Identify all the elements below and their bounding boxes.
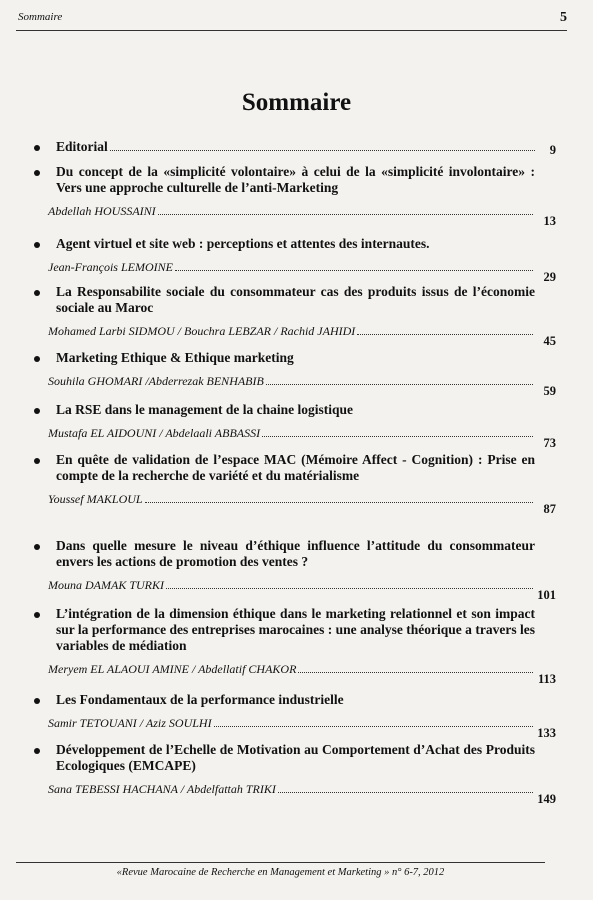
entry-author: Mohamed Larbi SIDMOU / Bouchra LEBZAR / Rachid JAHIDI: [48, 324, 356, 338]
entry-title: Développement de l’Echelle de Motivation au Comportement d’Achat des Produits Ecologiques (EMCAPE): [56, 742, 535, 773]
bullet-icon: [34, 748, 40, 754]
bullet-icon: [34, 170, 40, 176]
entry-author: Samir TETOUANI / Aziz SOULHI: [48, 716, 212, 730]
toc-entry-editorial[interactable]: [34, 139, 556, 157]
bullet-icon: [34, 242, 40, 248]
entry-author: Sana TEBESSI HACHANA / Abdelfattah TRIKI: [48, 782, 276, 796]
entry-author: Souhila GHOMARI /Abderrezak BENHABIB: [48, 374, 264, 388]
entry-author-line: [48, 662, 535, 677]
entry-page: 29: [543, 270, 556, 284]
entry-title: Marketing Ethique & Ethique marketing: [56, 350, 294, 365]
dot-leader: [214, 717, 533, 727]
entry-author: Mouna DAMAK TURKI: [48, 578, 164, 592]
toc-entry[interactable]: [34, 452, 556, 516]
page-title: Sommaire: [241, 89, 352, 116]
entry-author: Youssef MAKLOUL: [48, 492, 143, 506]
entry-author-line: [48, 260, 535, 275]
bullet-icon: [34, 145, 40, 151]
dot-leader: [262, 427, 533, 437]
entry-author-line: [48, 782, 535, 797]
dot-leader: [357, 325, 533, 335]
entry-page: 133: [537, 726, 556, 740]
toc-entry[interactable]: [34, 402, 556, 450]
entry-title: L’intégration de la dimension éthique dans le marketing relationnel et son impact sur la performance des entreprises marocaines : une analyse théorique a travers les variables de médiation: [56, 606, 535, 653]
entry-page: 9: [549, 143, 556, 157]
bullet-icon: [34, 458, 40, 464]
toc-entry[interactable]: [34, 164, 556, 228]
entry-title: La RSE dans le management de la chaine logistique: [56, 402, 354, 417]
toc-entry[interactable]: [34, 606, 556, 686]
entry-author: Abdellah HOUSSAINI: [48, 204, 156, 218]
entry-author-line: [48, 578, 535, 593]
bullet-icon: [34, 290, 40, 296]
entry-page: 45: [543, 334, 556, 348]
dot-leader: [166, 579, 533, 589]
dot-leader: [145, 493, 533, 503]
page-number: 5: [560, 10, 567, 25]
bullet-icon: [34, 356, 40, 362]
running-head-title: Sommaire: [18, 11, 63, 23]
entry-title: Editorial: [56, 139, 108, 154]
dot-leader: [266, 375, 533, 385]
entry-author: Jean-François LEMOINE: [48, 260, 173, 274]
entry-author: Meryem EL ALAOUI AMINE / Abdellatif CHAKOR: [48, 662, 297, 676]
bullet-icon: [34, 612, 40, 618]
entry-page: 101: [537, 588, 556, 602]
entry-title-line: [56, 139, 535, 155]
entry-title: Du concept de la «simplicité volontaire» à celui de la «simplicité involontaire» : Vers une approche culturelle de l’anti-Marketing: [56, 164, 535, 195]
entry-page: 113: [537, 672, 556, 686]
toc-entry[interactable]: [34, 236, 556, 284]
dot-leader: [175, 261, 533, 271]
entry-title: Les Fondamentaux de la performance industrielle: [56, 692, 344, 707]
entry-author-line: [48, 204, 535, 219]
bullet-icon: [34, 544, 40, 550]
entry-page: 73: [543, 436, 556, 450]
dot-leader: [298, 663, 533, 673]
entry-author-line: [48, 374, 535, 389]
entry-author-line: [48, 426, 535, 441]
entry-author-line: [48, 492, 535, 507]
entry-page: 59: [543, 384, 556, 398]
toc-entry[interactable]: [34, 742, 556, 806]
entry-page: 149: [537, 792, 556, 806]
entry-title: En quête de validation de l’espace MAC (Mémoire Affect - Cognition) : Prise en compte de la recherche de variété et du matérialisme: [56, 452, 535, 483]
entry-author-line: [48, 324, 535, 339]
entry-title: La Responsabilite sociale du consommateur cas des produits issus de l’économie sociale au Maroc: [56, 284, 535, 315]
toc-entry[interactable]: [34, 284, 556, 348]
dot-leader: [278, 783, 533, 793]
entry-author: Mustafa EL AIDOUNI / Abdelaali ABBASSI: [48, 426, 261, 440]
toc-entry[interactable]: [34, 692, 556, 740]
page-footer: «Revue Marocaine de Recherche en Management et Marketing » n° 6-7, 2012: [16, 862, 545, 878]
entry-title: Dans quelle mesure le niveau d’éthique influence l’attitude du consommateur envers les actions de promotion des ventes ?: [56, 538, 535, 569]
entry-page: 87: [543, 502, 556, 516]
bullet-icon: [34, 408, 40, 414]
dot-leader: [158, 205, 533, 215]
entry-title: Agent virtuel et site web : perceptions et attentes des internautes.: [56, 236, 430, 251]
bullet-icon: [34, 698, 40, 704]
running-head: [16, 8, 567, 31]
entry-page: 13: [543, 214, 556, 228]
toc-entry[interactable]: [34, 538, 556, 602]
entry-author-line: [48, 716, 535, 731]
dot-leader: [110, 140, 535, 151]
toc-entry[interactable]: [34, 350, 556, 398]
